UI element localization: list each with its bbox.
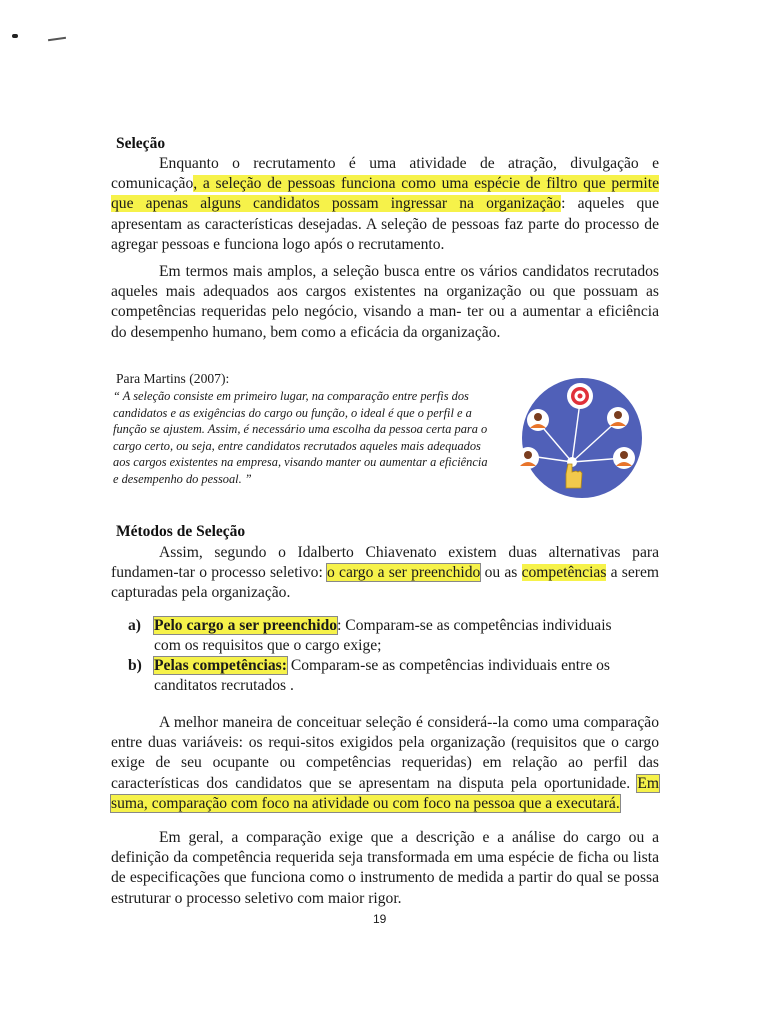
paragraph-selecao-2: [111, 262, 659, 343]
paragraph-metodos-3: [111, 828, 659, 909]
list-marker: a): [128, 617, 141, 634]
list-item-continuation: com os requisitos que o cargo exige;: [154, 637, 382, 654]
text-span: Comparam-se as competências individuais entre os: [286, 657, 610, 674]
list-item-a: [128, 616, 658, 656]
text-span: Enquanto o recrutamento é uma atividade de atração, divulgação e comunicação: [111, 155, 659, 193]
highlighted-text: Pelo cargo a ser preenchido: [154, 617, 338, 634]
scan-mark: [48, 37, 66, 41]
text-span: Em termos mais amplos, a seleção busca entre os vários candidatos recrutados aqueles mais adequados aos cargos existentes na organização ou que possuam as competências requeridas pelo negócio, visando a man- ter ou a aumentar a eficiência do desempenho humano, bem como a eficácia da organização.: [111, 263, 659, 341]
person-icon: [613, 447, 635, 469]
target-icon: [567, 383, 593, 409]
highlighted-text: Pelas competências:: [154, 657, 287, 674]
block-quote: “ A seleção consiste em primeiro lugar, na comparação entre perfis dos candidatos e as exigências do cargo ou função, o ideal é que o perfil e a função se ajustem. Assim, é necessário uma escolha da pessoa certa para o cargo certo, ou seja, entre candidatos recrutados aqueles mais adequados aos cargos existentes na empresa, visando manter ou aumentar a eficiência e desempenho do pessoal. ”: [113, 389, 488, 486]
text-span: : Comparam-se as competências individuais: [337, 617, 612, 634]
page-number: 19: [373, 912, 387, 926]
text-span: Assim, segundo o Idalberto Chiavenato existem duas alternativas para fundamen-tar o processo seletivo:: [111, 544, 659, 582]
section-heading-selecao: Seleção: [116, 135, 166, 152]
quote-attribution: Para Martins (2007):: [116, 371, 230, 386]
text-span: a serem capturadas pela organização.: [111, 564, 660, 602]
paragraph-selecao-1: [111, 154, 659, 255]
person-icon: [607, 407, 629, 429]
list-item-b: [128, 656, 658, 696]
highlighted-text: Em suma, comparação com foco na atividade ou com foco na pessoa que a executará.: [111, 774, 659, 812]
highlighted-text: , a seleção de pessoas funciona como uma espécie de filtro que permite que apenas alguns candidatos possam ingressar na organização: [111, 175, 659, 213]
recruitment-target-illustration: [508, 376, 654, 498]
scan-mark: [12, 34, 18, 38]
paragraph-metodos-2: [111, 713, 659, 814]
person-icon: [527, 409, 549, 431]
text-span: ou as: [480, 564, 522, 582]
highlighted-text: competências: [521, 564, 607, 582]
text-span: A melhor maneira de conceituar seleção é considerá--la como uma comparação entre duas variáveis: os requi-sitos exigidos pela organização (requisitos que o cargo exige de seu ocupante ou competências requeridas) em relação ao perfil das características dos candidatos que se apresentam na disputa pela oportunidade.: [111, 714, 659, 792]
text-span: Em geral, a comparação exige que a descrição e a análise do cargo ou a definição da competência requerida seja transformada em uma espécie de ficha ou lista de especificações que funciona como o instrumento de medida a partir do qual se possa estruturar o processo seletivo com maior rigor.: [111, 829, 659, 907]
person-icon: [517, 447, 539, 469]
text-span: : aqueles que apresentam as características desejadas. A seleção de pessoas faz parte do processo de agregar pessoas e funciona logo após o recrutamento.: [111, 195, 659, 253]
list-marker: b): [128, 657, 142, 674]
section-heading-metodos: Métodos de Seleção: [116, 523, 246, 540]
list-item-continuation: canditatos recrutados .: [154, 677, 294, 694]
highlighted-text: o cargo a ser preenchido: [327, 564, 481, 582]
paragraph-metodos-1: [111, 543, 659, 604]
